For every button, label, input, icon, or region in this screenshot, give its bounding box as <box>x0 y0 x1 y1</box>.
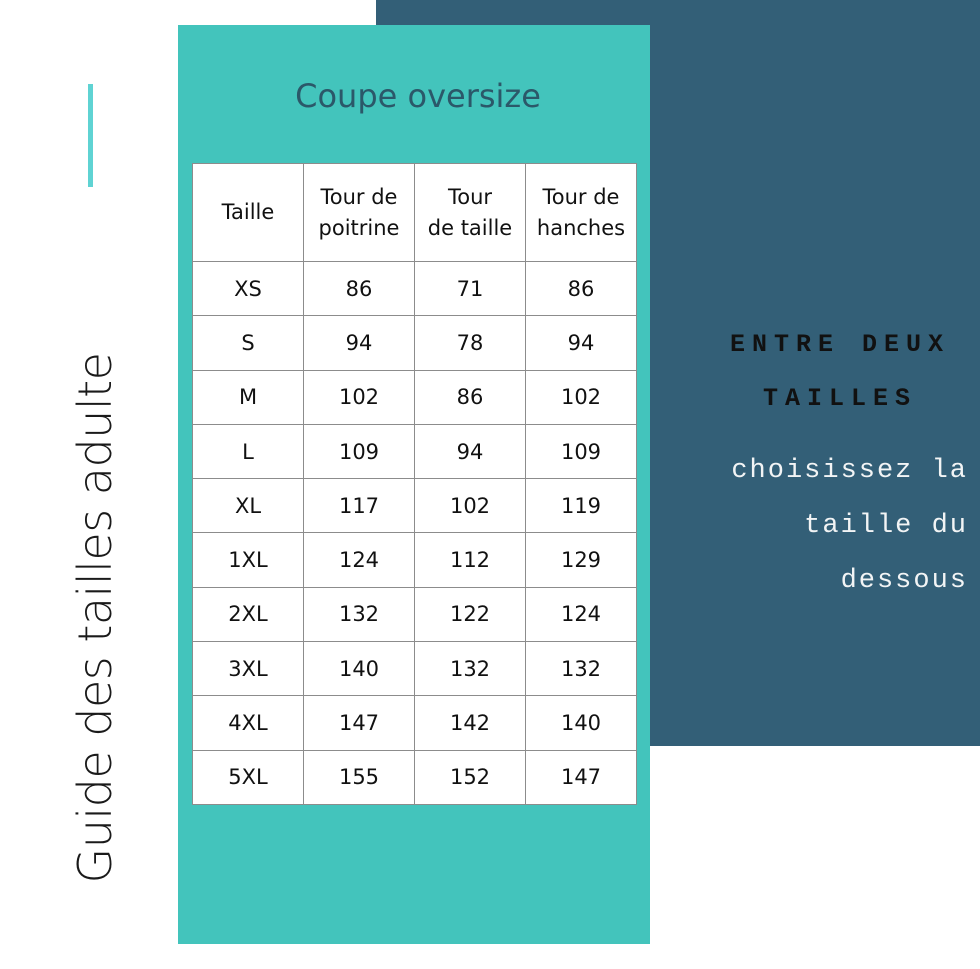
table-cell: 124 <box>304 533 415 587</box>
table-cell: 102 <box>526 370 637 424</box>
table-cell: 94 <box>415 424 526 478</box>
table-cell: 102 <box>415 479 526 533</box>
table-cell: XS <box>193 262 304 316</box>
table-cell: 86 <box>304 262 415 316</box>
table-row <box>193 262 637 316</box>
table-cell: 152 <box>415 750 526 804</box>
table-cell: 155 <box>304 750 415 804</box>
guide-title: Guide des tailles adulte <box>68 352 122 884</box>
table-header-row <box>193 164 637 262</box>
table-cell: 147 <box>526 750 637 804</box>
table-cell: 122 <box>415 587 526 641</box>
table-cell: 109 <box>304 424 415 478</box>
table-row <box>193 642 637 696</box>
table-cell: 4XL <box>193 696 304 750</box>
table-cell: 1XL <box>193 533 304 587</box>
table-cell: 119 <box>526 479 637 533</box>
table-cell: 132 <box>304 587 415 641</box>
table-cell: 132 <box>415 642 526 696</box>
table-body <box>193 262 637 805</box>
table-cell: XL <box>193 479 304 533</box>
table-cell: 102 <box>304 370 415 424</box>
side-text-line: choisissez la <box>731 456 968 486</box>
table-cell: 132 <box>526 642 637 696</box>
table-row <box>193 479 637 533</box>
side-text-line: dessous <box>840 566 968 596</box>
table-cell: 86 <box>415 370 526 424</box>
table-row <box>193 316 637 370</box>
header-hips: Tour de hanches <box>526 164 637 262</box>
table-cell: 86 <box>526 262 637 316</box>
side-advice-text <box>700 444 968 609</box>
table-cell: 71 <box>415 262 526 316</box>
size-table <box>192 163 637 805</box>
table-cell: 140 <box>526 696 637 750</box>
table-cell: L <box>193 424 304 478</box>
table-row <box>193 587 637 641</box>
header-size: Taille <box>193 164 304 262</box>
accent-line <box>88 84 93 187</box>
side-heading-line: ENTRE DEUX <box>729 330 951 359</box>
table-cell: S <box>193 316 304 370</box>
table-cell: 78 <box>415 316 526 370</box>
table-cell: 3XL <box>193 642 304 696</box>
table-row <box>193 533 637 587</box>
table-cell: 142 <box>415 696 526 750</box>
table-cell: 2XL <box>193 587 304 641</box>
table-cell: 124 <box>526 587 637 641</box>
table-row <box>193 696 637 750</box>
table-row <box>193 750 637 804</box>
side-text-line: taille du <box>804 511 968 541</box>
table-cell: 109 <box>526 424 637 478</box>
table-cell: 129 <box>526 533 637 587</box>
header-chest: Tour de poitrine <box>304 164 415 262</box>
table-cell: M <box>193 370 304 424</box>
table-row <box>193 424 637 478</box>
side-heading <box>700 318 980 426</box>
table-cell: 94 <box>526 316 637 370</box>
table-row <box>193 370 637 424</box>
header-waist: Tour de taille <box>415 164 526 262</box>
table-cell: 140 <box>304 642 415 696</box>
side-heading-line: TAILLES <box>762 384 918 413</box>
table-cell: 112 <box>415 533 526 587</box>
table-cell: 147 <box>304 696 415 750</box>
table-cell: 94 <box>304 316 415 370</box>
table-cell: 5XL <box>193 750 304 804</box>
card-title: Coupe oversize <box>295 77 541 115</box>
table-cell: 117 <box>304 479 415 533</box>
